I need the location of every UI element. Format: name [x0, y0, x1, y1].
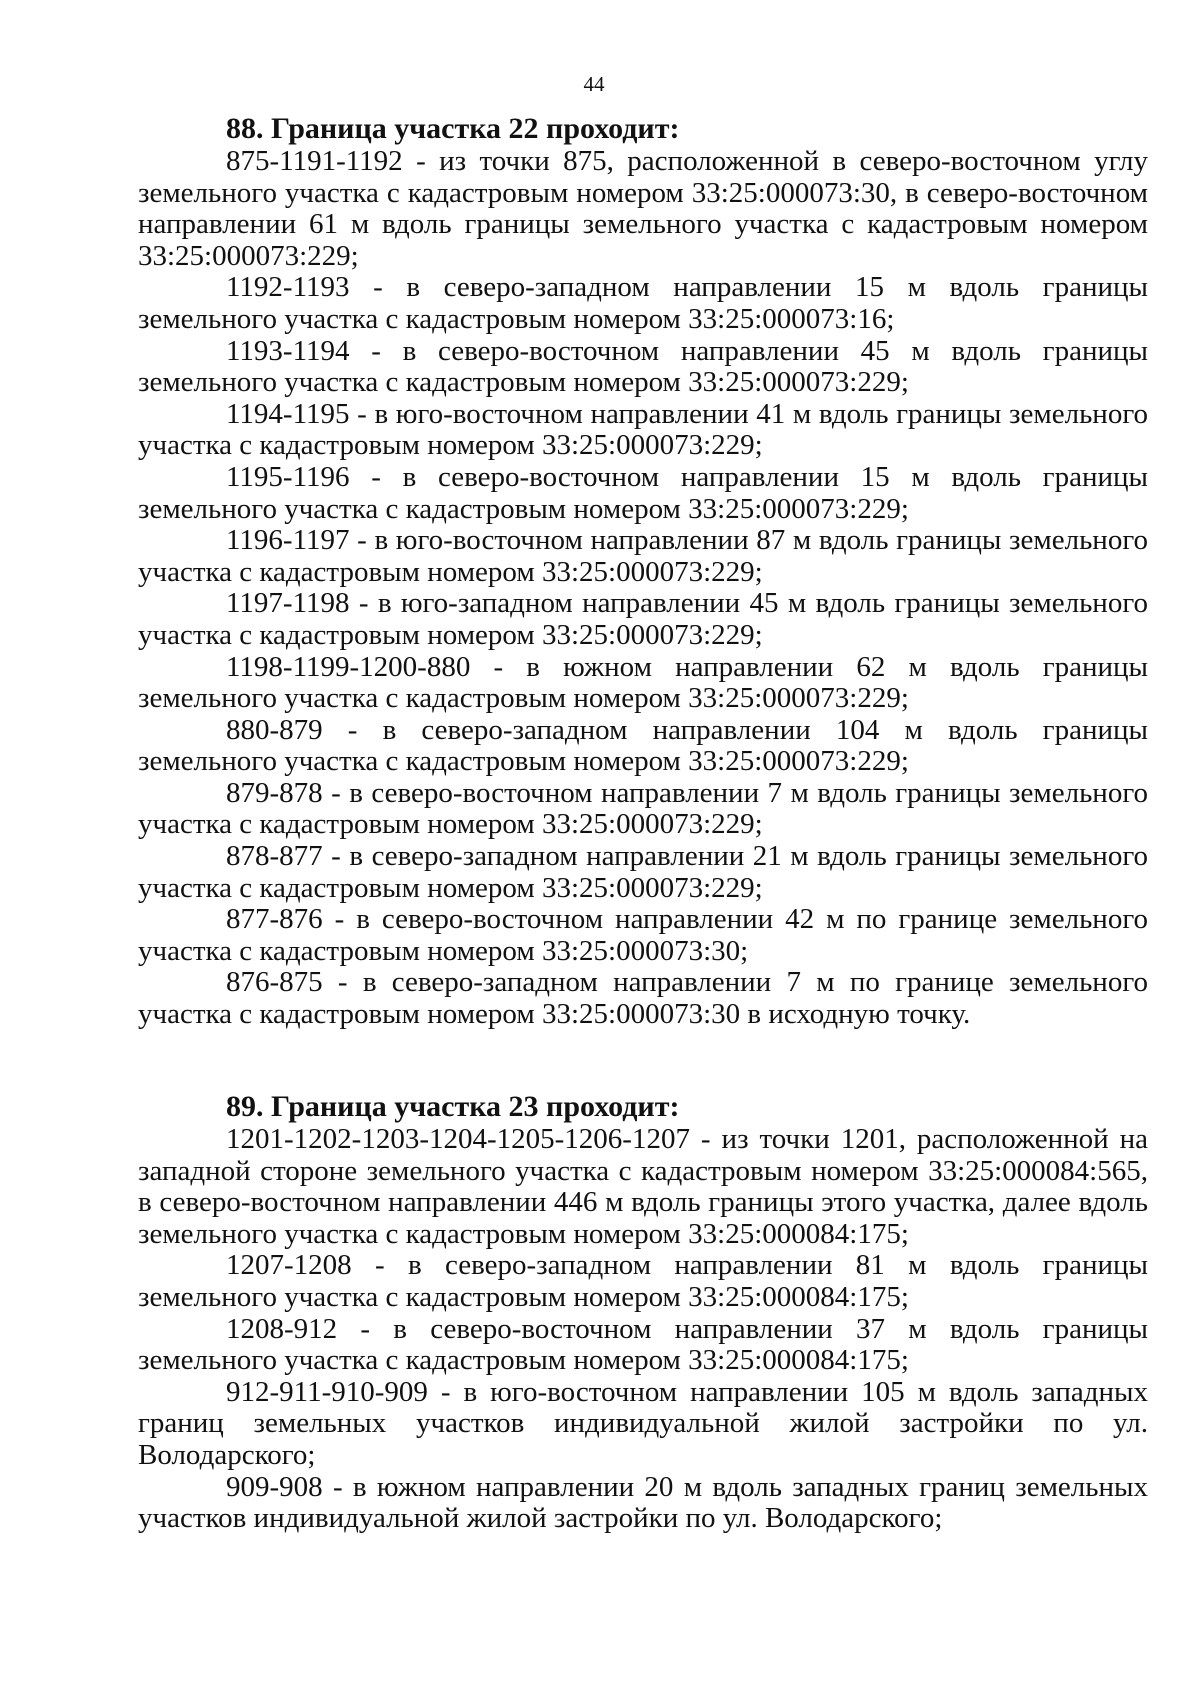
boundary-paragraph: 880-879 - в северо-западном направлении 104 м вдоль границы земельного участка с кадастровым номером 33:25:000073:229;	[138, 713, 1148, 778]
section-plot-22	[138, 110, 1148, 1031]
boundary-paragraph: 875-1191-1192 - из точки 875, расположенной в северо-восточном углу земельного участка с кадастровым номером 33:25:000073:30, в северо-восточном направлении 61 м вдоль границы земельного участка с кадастровым номером 33:25:000073:229;	[138, 145, 1148, 272]
boundary-paragraph: 1208-912 - в северо-восточном направлении 37 м вдоль границы земельного участка с кадастровым номером 33:25:000084:175;	[138, 1312, 1148, 1377]
boundary-paragraph: 1195-1196 - в северо-восточном направлении 15 м вдоль границы земельного участка с кадастровым номером 33:25:000073:229;	[138, 460, 1148, 525]
section-heading: 88. Граница участка 22 проходит:	[226, 112, 680, 145]
boundary-paragraph: 909-908 - в южном направлении 20 м вдоль западных границ земельных участков индивидуальной жилой застройки по ул. Володарского;	[138, 1470, 1148, 1535]
boundary-paragraph: 877-876 - в северо-восточном направлении 42 м по границе земельного участка с кадастровым номером 33:25:000073:30;	[138, 903, 1148, 967]
boundary-paragraph: 1196-1197 - в юго-восточном направлении 87 м вдоль границы земельного участка с кадастровым номером 33:25:000073:229;	[138, 524, 1148, 588]
boundary-paragraph: 1193-1194 - в северо-восточном направлении 45 м вдоль границы земельного участка с кадастровым номером 33:25:000073:229;	[138, 334, 1148, 399]
boundary-paragraph: 1192-1193 - в северо-западном направлении 15 м вдоль границы земельного участка с кадастровым номером 33:25:000073:16;	[138, 271, 1148, 335]
section-plot-23	[138, 1088, 1148, 1535]
boundary-paragraph: 879-878 - в северо-восточном направлении 7 м вдоль границы земельного участка с кадастровым номером 33:25:000073:229;	[138, 776, 1148, 841]
boundary-paragraph: 1197-1198 - в юго-западном направлении 45 м вдоль границы земельного участка с кадастровым номером 33:25:000073:229;	[138, 587, 1148, 651]
boundary-paragraph: 1194-1195 - в юго-восточном направлении 41 м вдоль границы земельного участка с кадастровым номером 33:25:000073:229;	[138, 397, 1148, 462]
boundary-paragraph: 876-875 - в северо-западном направлении 7 м по границе земельного участка с кадастровым номером 33:25:000073:30 в исходную точку.	[138, 966, 1148, 1031]
boundary-paragraph: 1198-1199-1200-880 - в южном направлении 62 м вдоль границы земельного участка с кадастровым номером 33:25:000073:229;	[138, 650, 1148, 715]
boundary-paragraph: 1201-1202-1203-1204-1205-1206-1207 - из точки 1201, расположенной на западной стороне земельного участка с кадастровым номером 33:25:000084:565, в северо-восточном направлении 446 м вдоль границы этого участка, далее вдоль земельного участка с кадастровым номером 33:25:000084:175;	[138, 1123, 1148, 1250]
boundary-paragraph: 878-877 - в северо-западном направлении 21 м вдоль границы земельного участка с кадастровым номером 33:25:000073:229;	[138, 840, 1148, 904]
page-number: 44	[583, 72, 605, 96]
boundary-paragraph: 1207-1208 - в северо-западном направлении 81 м вдоль границы земельного участка с кадастровым номером 33:25:000084:175;	[138, 1249, 1148, 1313]
section-heading: 89. Граница участка 23 проходит:	[226, 1090, 680, 1123]
boundary-paragraph: 912-911-910-909 - в юго-восточном направлении 105 м вдоль западных границ земельных участков индивидуальной жилой застройки по ул. Володарского;	[138, 1375, 1148, 1471]
